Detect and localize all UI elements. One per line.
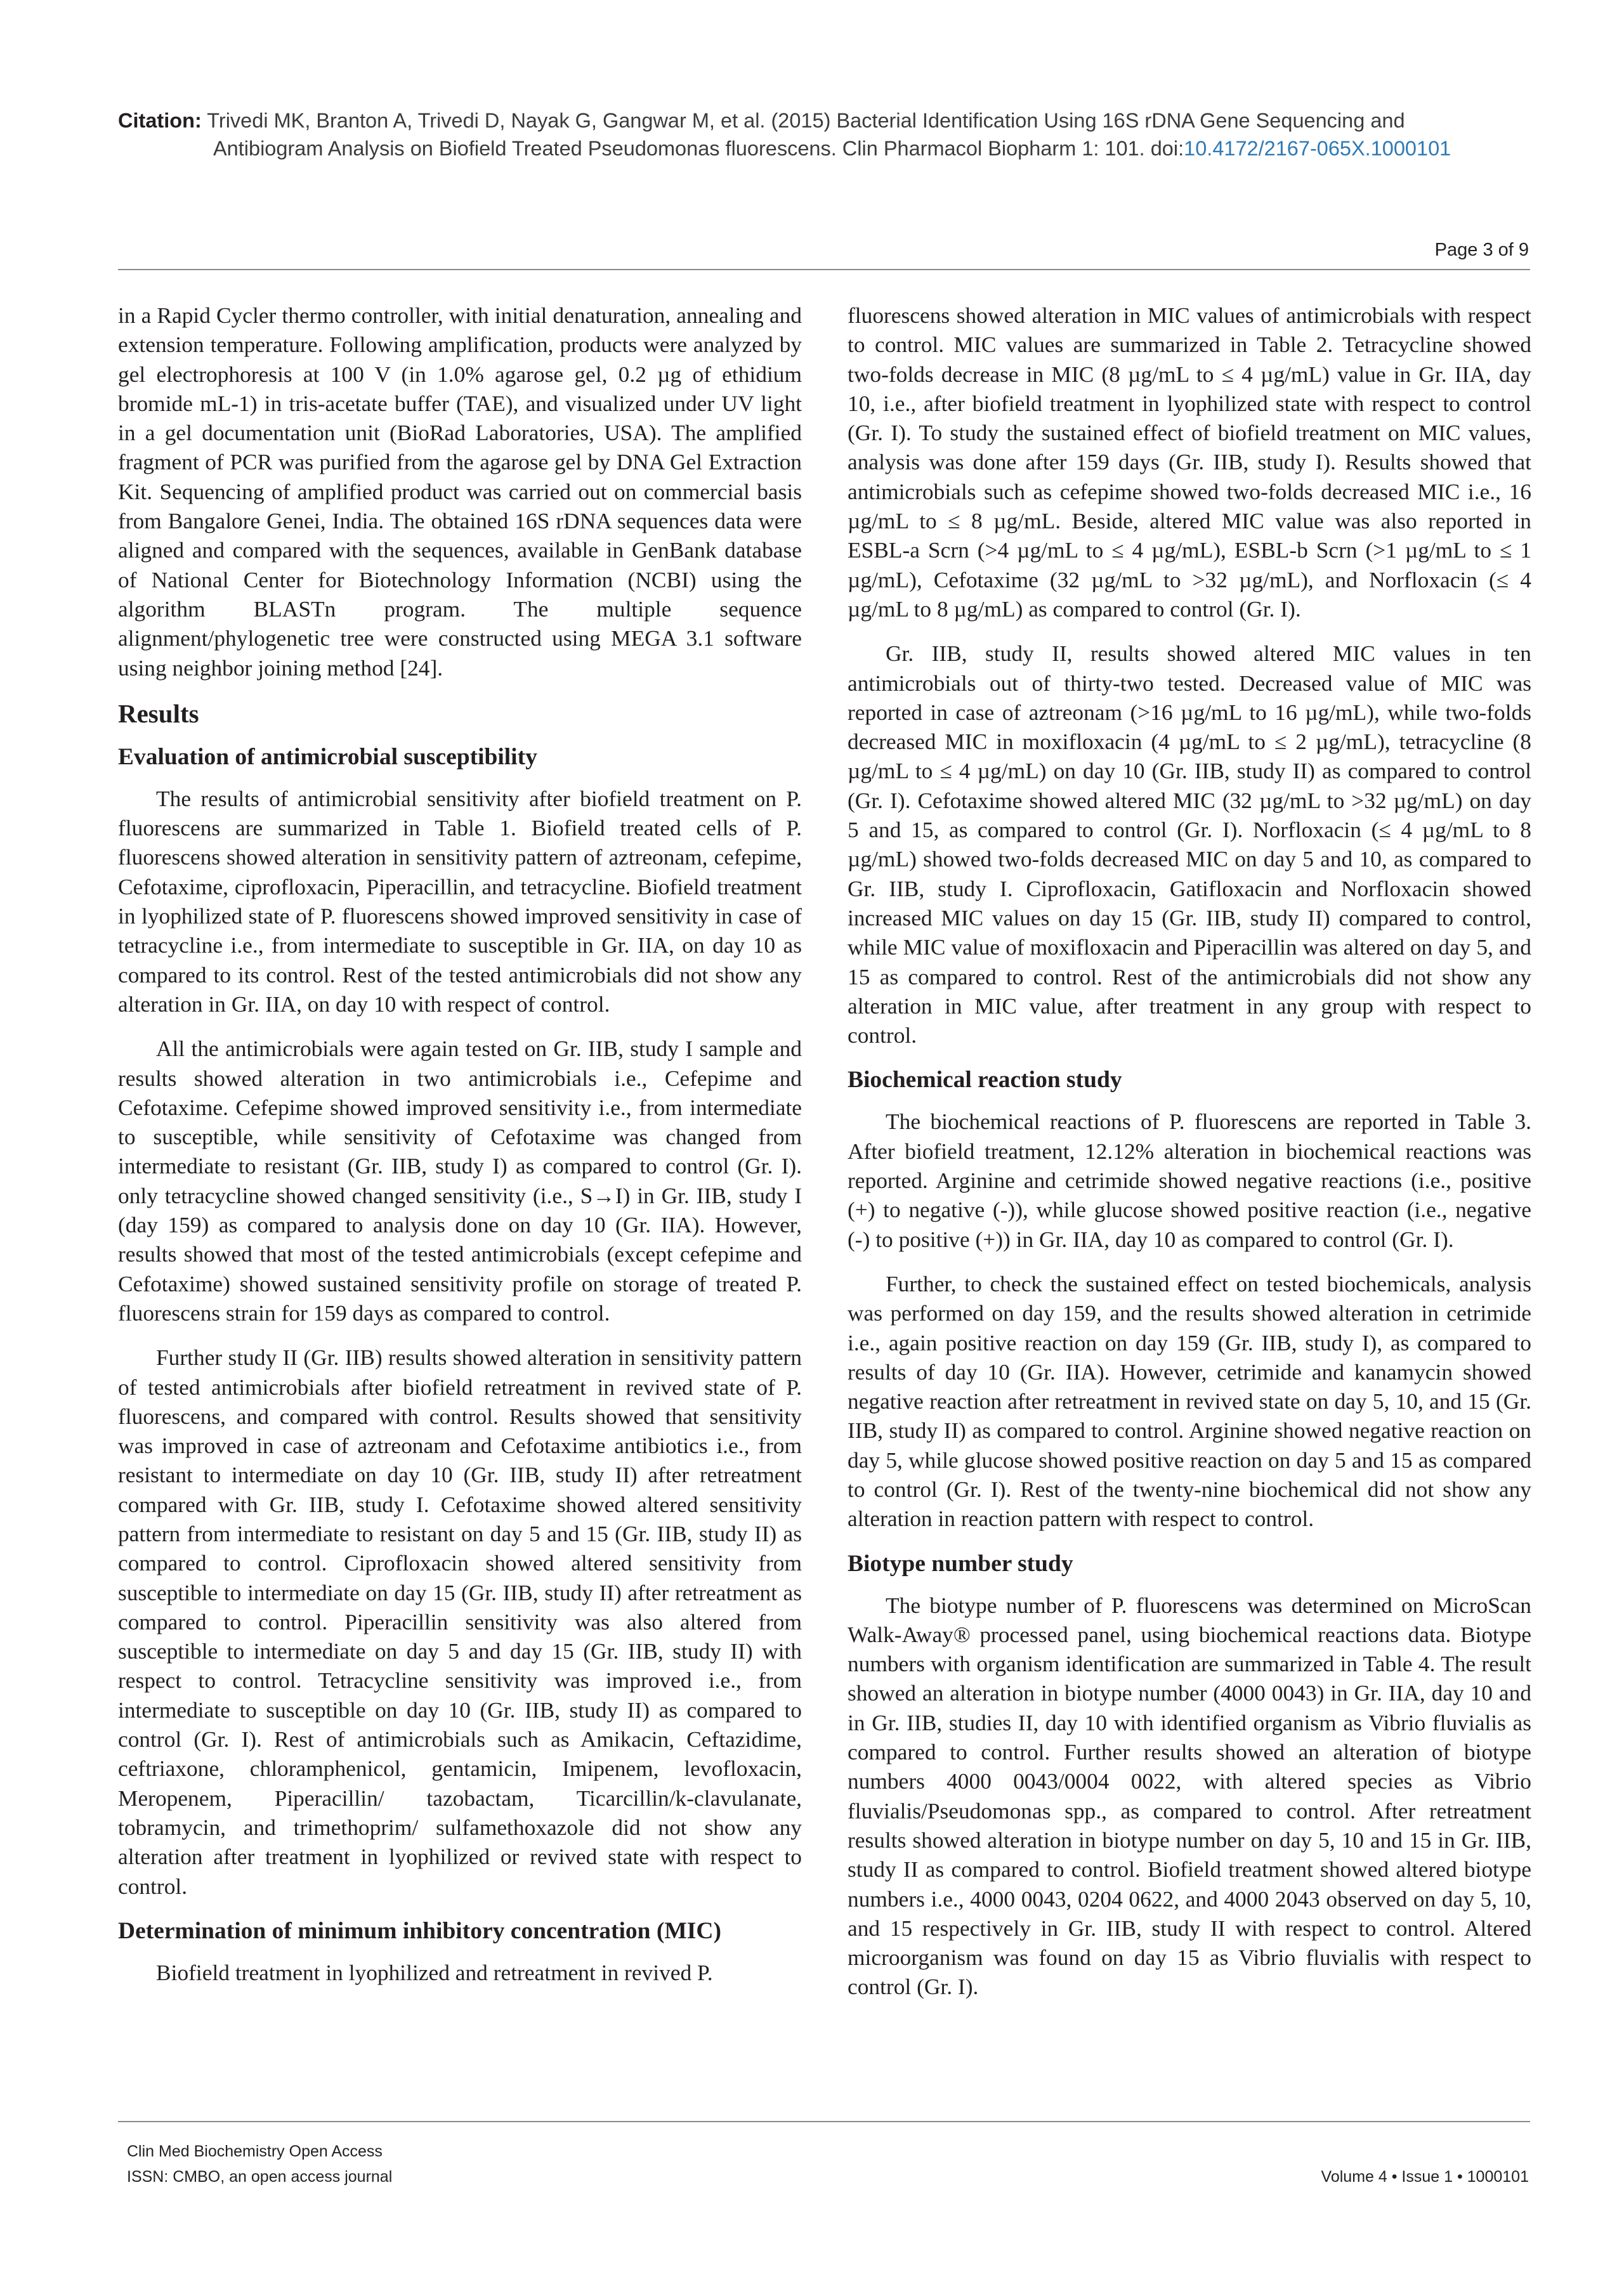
paragraph-sensitivity-3: Further study II (Gr. IIB) results showed alteration in sensitivity pattern of tested antimicrobials after biofield retreatment in revived state of P. fluorescens, and compared with control. Results showed that sensitivity was improved in case of aztreonam and Cefotaxime antibiotics i.e., from resistant to intermediate on day 10 (Gr. IIB, study II) after retreatment compared with Gr. IIB, study I. Cefotaxime showed altered sensitivity pattern from intermediate to resistant on day 5 and 15 (Gr. IIB, study II) as compared to control. Ciprofloxacin showed altered sensitivity from susceptible to intermediate on day 15 (Gr. IIB, study II) after retreatment as compared to control. Piperacillin sensitivity was also altered from susceptible to intermediate on day 5 and day 15 (Gr. IIB, study II) with respect to control. Tetracycline sensitivity was improved i.e., from intermediate to susceptible on day 10 (Gr. IIB, study II) as compared to control (Gr. I). Rest of antimicrobials such as Amikacin, Ceftazidime, ceftriaxone, chloramphenicol, gentamicin, Imipenem, levofloxacin, Meropenem, Piperacillin/ tazobactam, Ticarcillin/k-clavulanate, tobramycin, and trimethoprim/ sulfamethoxazole did not show any alteration after treatment in lyophilized or revived state with respect to control. — [118, 1345, 802, 1899]
paragraph-mic-start: Biofield treatment in lyophilized and retreatment in revived P. — [156, 1959, 713, 1985]
right-column — [848, 301, 1531, 2017]
paragraph-mic-study-2: Gr. IIB, study II, results showed altered MIC values in ten antimicrobials out of thirty-two tested. Decreased value of MIC was reported in case of aztreonam (>16 µg/mL to 16 µg/mL), while two-folds decreased MIC in moxifloxacin (4 µg/mL to ≤ 2 µg/mL), tetracycline (8 µg/mL to ≤ 4 µg/mL) on day 10 (Gr. IIB, study II) as compared to control (Gr. I). Cefotaxime showed altered MIC (32 µg/mL to >32 µg/mL) on day 5 and 15, as compared to control (Gr. I). Norfloxacin (≤ 4 µg/mL to 8 µg/mL) showed two-folds decreased MIC on day 5 and 10, as compared to Gr. IIB, study I. Ciprofloxacin, Gatifloxacin and Norfloxacin showed increased MIC values on day 15 (Gr. IIB, study II) compared to control, while MIC value of moxifloxacin and Piperacillin was altered on day 5, and 15 as compared to control. Rest of the antimicrobials did not show any alteration in MIC value, after treatment in any group with respect to control. — [848, 641, 1531, 1048]
doi-link[interactable]: 10.4172/2167-065X.1000101 — [1184, 137, 1451, 160]
citation-label: Citation: — [118, 109, 202, 132]
citation-line2 — [118, 134, 1533, 162]
citation — [118, 107, 1533, 162]
footer-journal: Clin Med Biochemistry Open Access — [127, 2143, 383, 2160]
footer-journal-info — [127, 2139, 392, 2189]
heading-mic: Determination of minimum inhibitory concentration (MIC) — [118, 1917, 721, 1944]
heading-antimicrobial-susceptibility: Evaluation of antimicrobial susceptibility — [118, 743, 537, 770]
footer-issn: ISSN: CMBO, an open access journal — [127, 2168, 393, 2186]
heading-biochemical: Biochemical reaction study — [848, 1067, 1122, 1093]
heading-results: Results — [118, 698, 199, 728]
footer-rule — [118, 2121, 1530, 2122]
footer-volume: Volume 4 • Issue 1 • 1000101 — [1321, 2168, 1529, 2186]
paragraph-sensitivity-1: The results of antimicrobial sensitivity after biofield treatment on P. fluorescens are summarized in Table 1. Biofield treated cells of P. fluorescens showed alteration in sensitivity pattern of aztreonam, cefepime, Cefotaxime, ciprofloxacin, Piperacillin, and tetracycline. Biofield treatment in lyophilized state of P. fluorescens showed improved sensitivity in case of tetracycline i.e., from intermediate to susceptible in Gr. IIA, on day 10 as compared to its control. Rest of the tested antimicrobials did not show any alteration in Gr. IIA, on day 10 with respect of control. — [118, 785, 802, 1017]
citation-line2-text: Antibiogram Analysis on Biofield Treated Pseudomonas fluorescens. Clin Pharmacol Biopharm 1: 101. doi: — [213, 137, 1184, 160]
paragraph-methods-continued: in a Rapid Cycler thermo controller, with initial denaturation, annealing and extension temperature. Following amplification, products were analyzed by gel electrophoresis at 100 V (in 1.0% agarose gel, 0.2 µg of ethidium bromide mL-1) in tris-acetate buffer (TAE), and visualized under UV light in a gel documentation unit (BioRad Laboratories, USA). The amplified fragment of PCR was purified from the agarose gel by DNA Gel Extraction Kit. Sequencing of amplified product was carried out on commercial basis from Bangalore Genei, India. The obtained 16S rDNA sequences data were aligned and compared with the sequences, available in GenBank database of National Center for Biotechnology Information (NCBI) using the algorithm BLASTn program. The multiple sequence alignment/phylogenetic tree were constructed using MEGA 3.1 software using neighbor joining method [24]. — [118, 303, 802, 681]
paragraph-biotype: The biotype number of P. fluorescens was determined on MicroScan Walk-Away® processed panel, using biochemical reactions data. Biotype numbers with organism identification are summarized in Table 4. The result showed an alteration in biotype number (4000 0043) in Gr. IIA, day 10 and in Gr. IIB, studies II, day 10 with identified organism as Vibrio fluvialis as compared to control. Further results showed an alteration of biotype numbers 4000 0043/0004 0022, with altered species as Vibrio fluvialis/Pseudomonas spp., as compared to control. After retreatment results showed alteration in biotype number on day 5, 10 and 15 in Gr. IIB, study II as compared to control. Biofield treatment showed altered biotype numbers i.e., 4000 0043, 0204 0622, and 4000 2043 observed on day 5, 10, and 15 respectively in Gr. IIB, study II with respect to control. Altered microorganism was found on day 15 as Vibrio fluvialis with respect to control (Gr. I). — [848, 1592, 1531, 2000]
heading-biotype: Biotype number study — [848, 1550, 1073, 1577]
page-number: Page 3 of 9 — [1434, 240, 1529, 260]
paragraph-biochemical-2: Further, to check the sustained effect on tested biochemicals, analysis was performed on day 159, and the results showed alteration in cetrimide i.e., again positive reaction on day 159 (Gr. IIB, study I), as compared to results of day 10 (Gr. IIA). However, cetrimide and kanamycin showed negative reaction after retreatment in revived state on day 5, 10, and 15 (Gr. IIB, study II) as compared to control. Arginine showed negative reaction on day 5, while glucose showed positive reaction on day 5 and 15 as compared to control (Gr. I). Rest of the twenty-nine biochemical did not show any alteration in reaction pattern with respect to control. — [848, 1270, 1531, 1532]
citation-line1: Trivedi MK, Branton A, Trivedi D, Nayak G, Gangwar M, et al. (2015) Bacterial Identification Using 16S rDNA Gene Sequencing and — [207, 109, 1405, 132]
paragraph-mic-continued: fluorescens showed alteration in MIC values of antimicrobials with respect to control. MIC values are summarized in Table 2. Tetracycline showed two-folds decrease in MIC (8 µg/mL to ≤ 4 µg/mL) value in Gr. IIA, day 10, i.e., after biofield treatment in lyophilized state with respect to control (Gr. I). To study the sustained effect of biofield treatment on MIC values, analysis was done after 159 days (Gr. IIB, study I). Results showed that antimicrobials such as cefepime showed two-folds decreased MIC i.e., 16 µg/mL to ≤ 8 µg/mL. Beside, altered MIC value was also reported in ESBL-a Scrn (>4 µg/mL to ≤ 4 µg/mL), ESBL-b Scrn (>1 µg/mL to ≤ 1 µg/mL), Cefotaxime (32 µg/mL to >32 µg/mL), and Norfloxacin (≤ 4 µg/mL to 8 µg/mL) as compared to control (Gr. I). — [848, 303, 1531, 622]
header-rule — [118, 269, 1530, 270]
paragraph-biochemical-1: The biochemical reactions of P. fluorescens are reported in Table 3. After biofield treatment, 12.12% alteration in biochemical reactions was reported. Arginine and cetrimide showed negative reactions (i.e., positive (+) to negative (-)), while glucose showed positive reaction (i.e., negative (-) to positive (+)) in Gr. IIA, day 10 as compared to control (Gr. I). — [848, 1109, 1531, 1252]
left-column — [118, 301, 802, 2002]
paragraph-sensitivity-2: All the antimicrobials were again tested on Gr. IIB, study I sample and results showed alteration in two antimicrobials i.e., Cefepime and Cefotaxime. Cefepime showed improved sensitivity i.e., from intermediate to susceptible, while sensitivity of Cefotaxime was changed from intermediate to resistant (Gr. IIB, study I) as compared to control (Gr. I). only tetracycline showed changed sensitivity (i.e., S→I) in Gr. IIB, study I (day 159) as compared to analysis done on day 10 (Gr. IIA). However, results showed that most of the tested antimicrobials (except cefepime and Cefotaxime) showed sustained sensitivity profile on storage of treated P. fluorescens strain for 159 days as compared to control. — [118, 1036, 802, 1326]
